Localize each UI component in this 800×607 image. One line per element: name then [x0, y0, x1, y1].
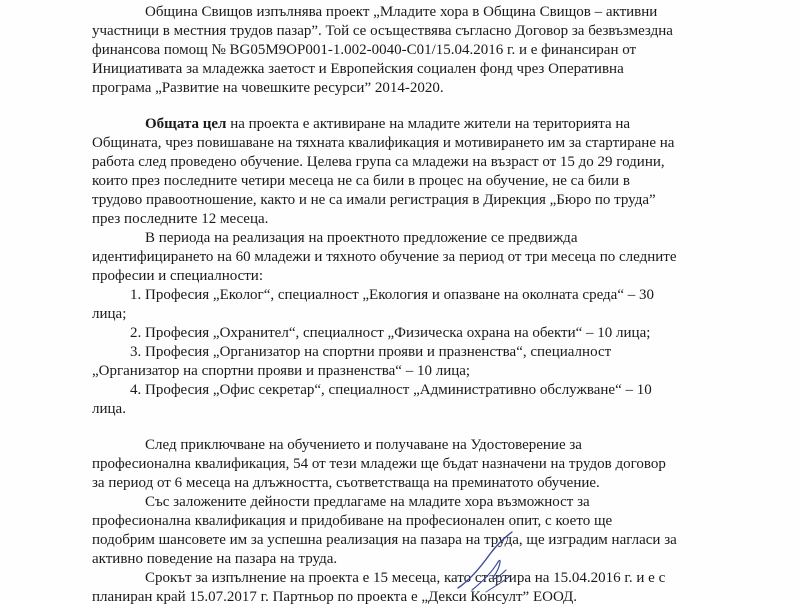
intro-line-5: програма „Развитие на човешките ресурси” 2014-2020.	[92, 80, 444, 96]
activities-line-4: активно поведение на пазара на труда.	[92, 551, 338, 567]
activities-line-3: подобрим шансовете им за успешна реализация на пазара на труда, ще изградим нагласи за	[92, 532, 677, 548]
list-item-4: 4. Професия „Офис секретар“, специалност „Административно обслужване“ – 10	[130, 382, 652, 398]
list-item-1-cont: лица;	[92, 306, 127, 322]
goal-line-3: работа след проведено обучение. Целева група са младежи на възраст от 15 до 29 години,	[92, 154, 665, 170]
goal-first-rest: на проекта е активиране на младите жители на територията на	[226, 116, 631, 132]
list-item-4-cont: лица.	[92, 401, 126, 417]
period-line-1: В периода на реализация на проектното предложение се предвижда	[145, 230, 578, 246]
goal-bold-lead: Общата цел	[145, 116, 227, 132]
intro-line-1: Община Свищов изпълнява проект „Младите хора в Община Свищов – активни	[145, 4, 658, 20]
after-line-1: След приключване на обучението и получаване на Удостоверение за	[145, 437, 582, 453]
list-item-2: 2. Професия „Охранител“, специалност „Физическа охрана на обекти“ – 10 лица;	[130, 325, 651, 341]
term-line-1: Срокът за изпълнение на проекта е 15 месеца, като стартира на 15.04.2016 г. и е с	[145, 570, 666, 586]
goal-line-1	[145, 115, 630, 134]
activities-line-1: Със заложените дейности предлагаме на младите хора възможност за	[145, 494, 590, 510]
goal-line-6: през последните 12 месеца.	[92, 211, 269, 227]
goal-line-2: Общината, чрез повишаване на тяхната квалификация и мотивирането им за стартиране на	[92, 135, 675, 151]
period-line-3: професии и специалности:	[92, 268, 263, 284]
period-line-2: идентифицирането на 60 младежи и тяхното обучение за период от три месеца по следните	[92, 249, 677, 265]
activities-line-2: професионална квалификация и придобиване на професионален опит, с което ще	[92, 513, 613, 529]
term-line-2: планиран край 15.07.2017 г. Партньор по проекта е „Декси Консулт” ЕООД.	[92, 589, 578, 605]
list-item-1: 1. Професия „Еколог“, специалност „Екология и опазване на околната среда“ – 30	[130, 287, 654, 303]
intro-line-3: финансова помощ № BG05M9OP001-1.002-0040-C01/15.04.2016 г. и е финансиран от	[92, 42, 637, 58]
goal-line-4: които през последните четири месеца не са били в процес на обучение, не са били в	[92, 173, 630, 189]
intro-line-4: Инициативата за младежка заетост и Европейския социален фонд чрез Оперативна	[92, 61, 624, 77]
after-line-2: професионална квалификация, 54 от тези младежи ще бъдат назначени на трудов договор	[92, 456, 666, 472]
after-line-3: за период от 6 месеца на длъжността, съответстваща на преминатото обучение.	[92, 475, 600, 491]
intro-line-2: участници в местния трудов пазар”. Той се осъществява съгласно Договор за безвъзмездна	[92, 23, 673, 39]
handwritten-signature-icon	[452, 528, 524, 596]
list-item-3-cont: „Организатор на спортни прояви и празненства“ – 10 лица;	[92, 363, 471, 379]
goal-line-5: трудово правоотношение, както и не са имали регистрация в Дирекция „Бюро по труда”	[92, 192, 656, 208]
list-item-3: 3. Професия „Организатор на спортни прояви и празненства“, специалност	[130, 344, 612, 360]
